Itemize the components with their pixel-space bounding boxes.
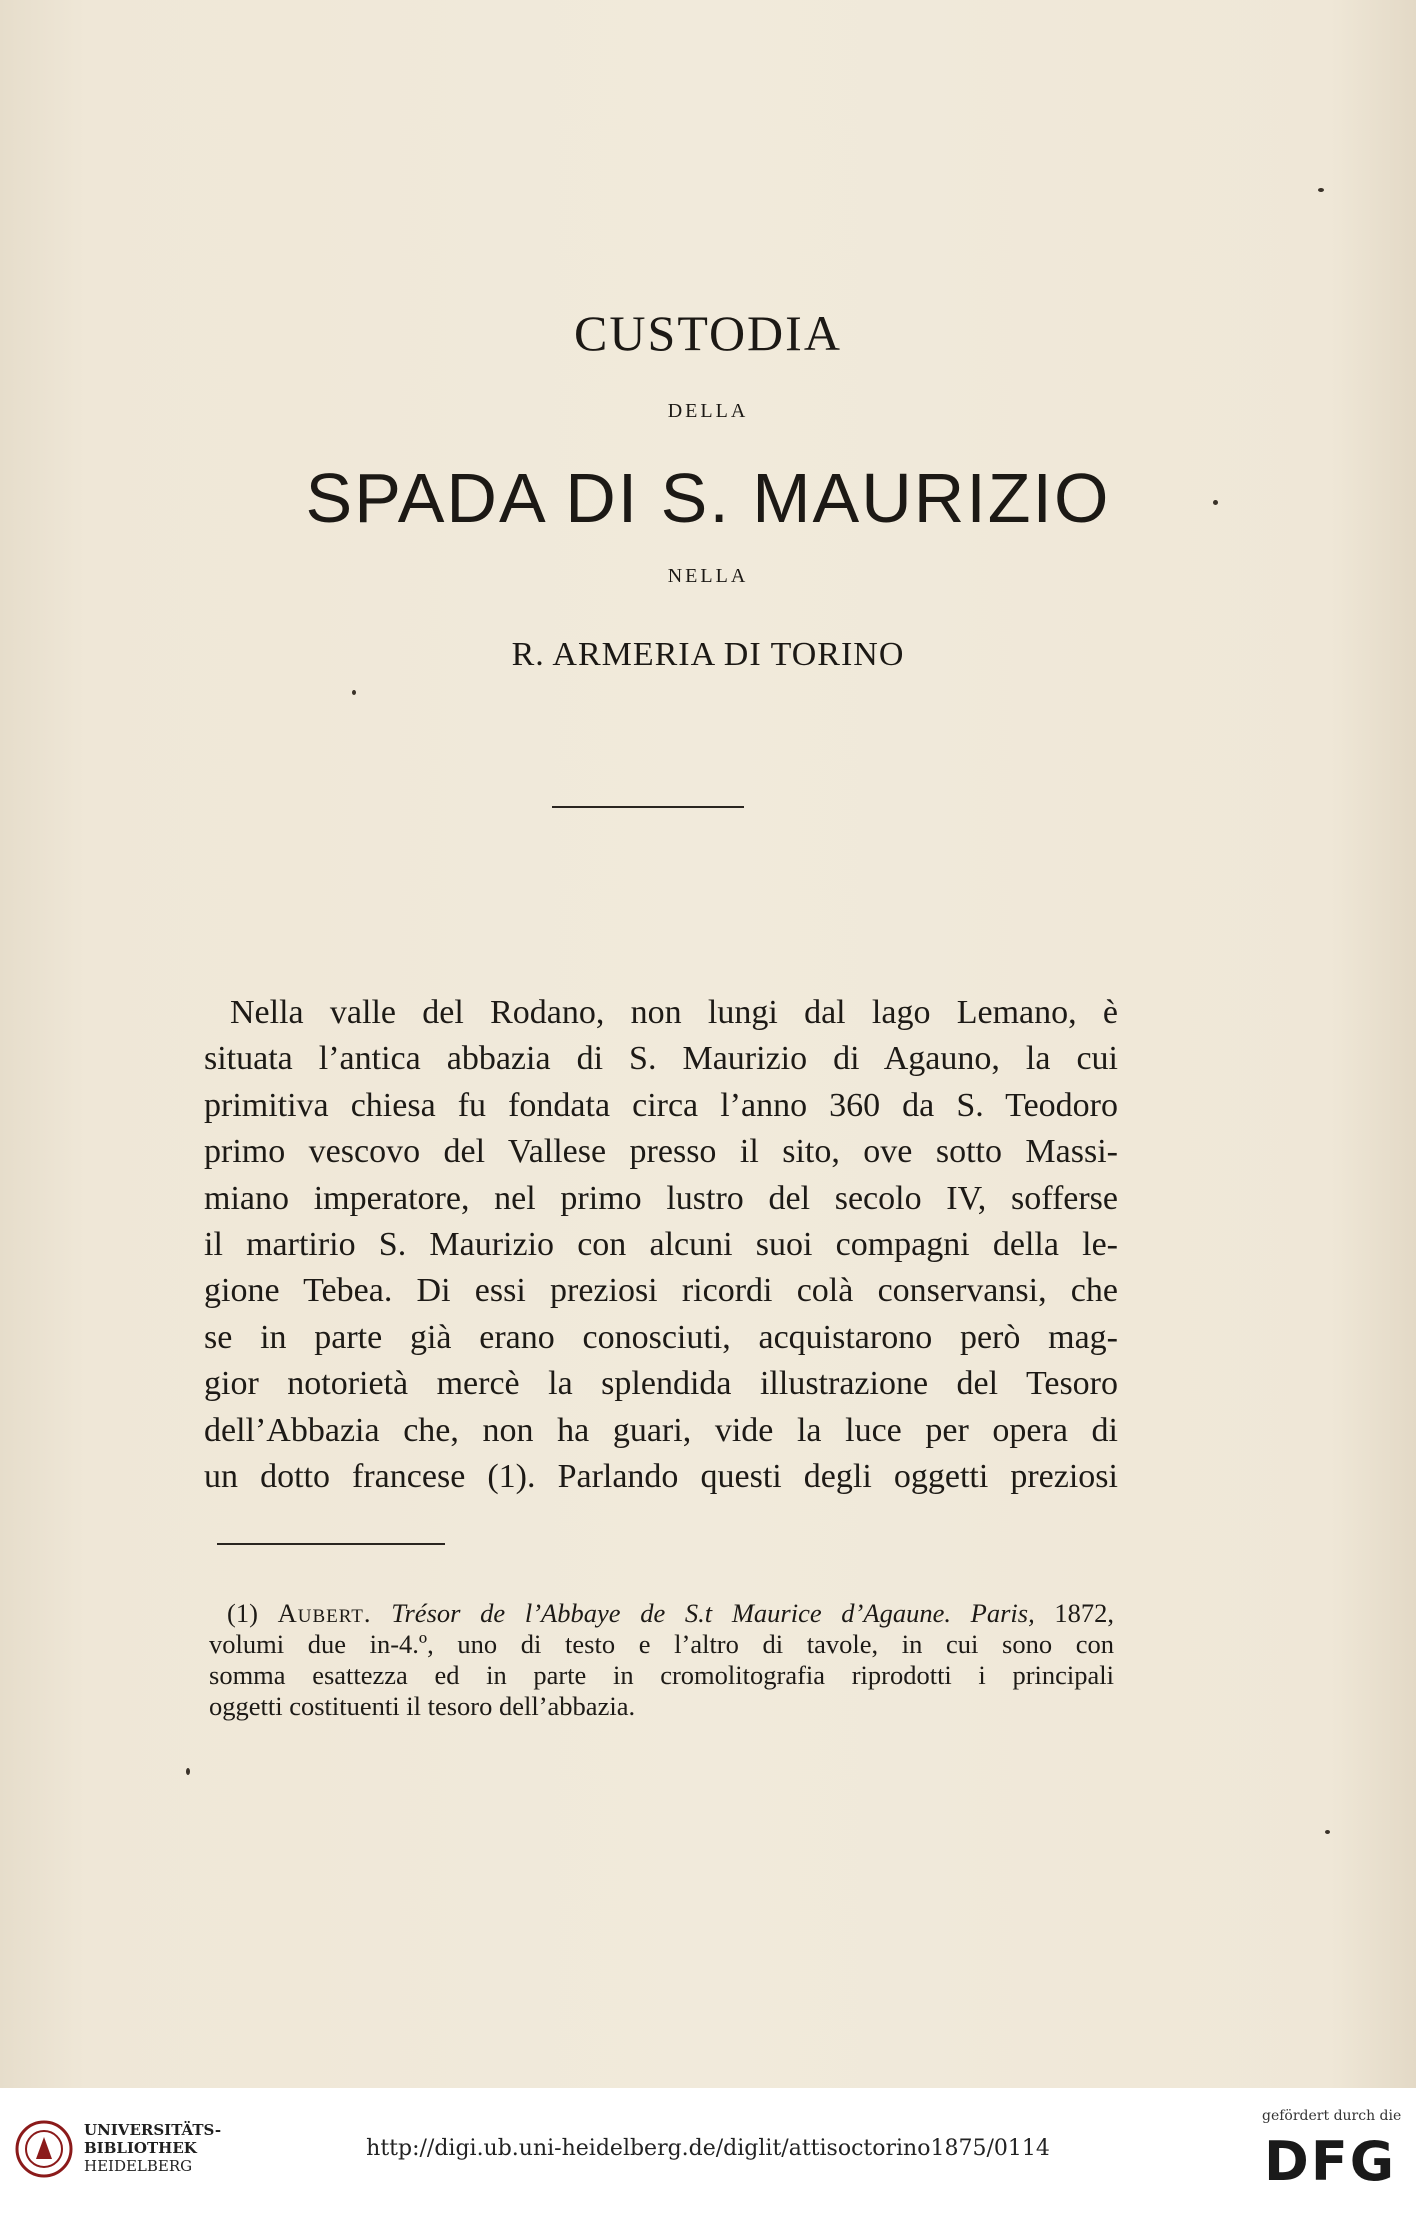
library-name-line: HEIDELBERG [84,2157,193,2175]
body-paragraph [204,990,1118,1500]
title-nella: NELLA [667,565,749,587]
footnote-line [209,1598,1114,1629]
body-line: primitiva chiesa fu fondata circa l’anno 360 da S. Teodoro [204,1086,1118,1124]
body-line: Nella valle del Rodano, non lungi dal lago Lemano, è [230,994,1118,1031]
footnote-divider [217,1543,445,1545]
paper-speck [352,690,356,695]
title-custodia: CUSTODIA [574,305,842,361]
body-line: un dotto francese (1). Parlando questi degli oggetti preziosi [204,1457,1118,1495]
footnote-work: Trésor de l’Abbaye de S.t Maurice d’Agaune. Paris, [391,1598,1035,1628]
footnote [209,1598,1114,1722]
library-name-line: UNIVERSITÄTS- [84,2121,222,2139]
dfg-logo: DFG [1264,2130,1397,2193]
body-line: se in parte già erano conosciuti, acquistarono però mag- [204,1318,1118,1356]
paper-speck [1325,1830,1330,1834]
body-line: gior notorietà mercè la splendida illustrazione del Tesoro [204,1365,1118,1403]
body-line: miano imperatore, nel primo lustro del secolo IV, sofferse [204,1179,1118,1217]
body-line: gione Tebea. Di essi preziosi ricordi colà conservansi, che [204,1272,1118,1310]
paper-speck [186,1768,190,1775]
permalink-url[interactable]: http://digi.ub.uni-heidelberg.de/diglit/attisoctorino1875/0114 [366,2136,1050,2161]
footnote-line: volumi due in-4.º, uno di testo e l’altro di tavole, in cui sono con [209,1629,1114,1659]
funded-by-caption: gefördert durch die [1262,2108,1402,2124]
title-della: DELLA [667,400,749,422]
title-armeria: R. ARMERIA DI TORINO [511,636,905,673]
footnote-year: 1872, [1054,1598,1114,1628]
paper-speck [1213,500,1218,505]
title-spada: SPADA DI S. MAURIZIO [305,459,1111,537]
title-divider [552,806,744,808]
library-name-line: BIBLIOTHEK [84,2139,197,2157]
body-line: primo vescovo del Vallese presso il sito, ove sotto Massi- [204,1133,1118,1171]
paper-speck [1318,188,1324,192]
footnote-author: Aubert. [277,1598,372,1628]
footnote-line: somma esattezza ed in parte in cromolitografia riprodotti i principali [209,1660,1114,1690]
body-line: situata l’antica abbazia di S. Maurizio di Agauno, la cui [204,1040,1118,1078]
body-line: dell’Abbazia che, non ha guari, vide la luce per opera di [204,1411,1118,1449]
body-line: il martirio S. Maurizio con alcuni suoi compagni della le- [204,1225,1118,1263]
footnote-line: oggetti costituenti il tesoro dell’abbazia. [209,1691,636,1721]
footnote-marker: (1) [227,1598,258,1628]
